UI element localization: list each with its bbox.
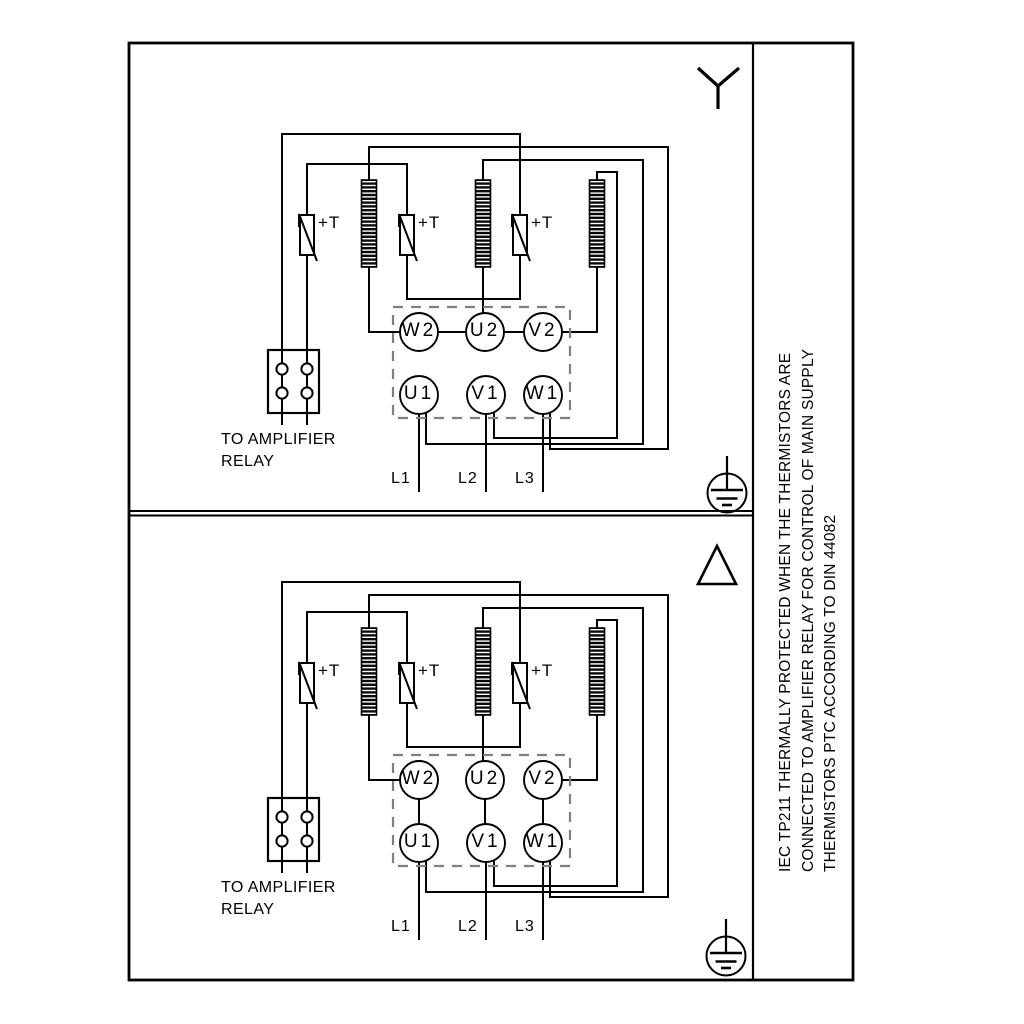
terminal-label-V1: V1 <box>471 831 501 853</box>
terminal-label-U1: U1 <box>403 831 435 853</box>
relay-caption-line2: RELAY <box>221 453 275 470</box>
side-note-line3: THERMISTORS PTC ACCORDING TO DIN 44082 <box>822 514 839 872</box>
side-note-line1: IEC TP211 THERMALLY PROTECTED WHEN THE THERMISTORS ARE <box>777 352 794 872</box>
thermistor-label: +T <box>531 661 554 680</box>
supply-label-L3: L3 <box>515 470 535 487</box>
terminal-label-U2: U2 <box>469 320 501 342</box>
side-note-line2: CONNECTED TO AMPLIFIER RELAY FOR CONTROL OF MAIN SUPPLY <box>799 348 817 872</box>
star-connection-icon <box>698 68 739 109</box>
terminal-label-U1: U1 <box>403 383 435 405</box>
relay-caption-line1: TO AMPLIFIER <box>221 431 336 448</box>
terminal-label-W2: W2 <box>401 768 437 790</box>
thermistor-label: +T <box>318 661 341 680</box>
supply-label-L2: L2 <box>458 470 478 487</box>
terminal-label-U2: U2 <box>469 768 501 790</box>
terminal-label-V2: V2 <box>528 320 558 342</box>
terminal-label-W1: W1 <box>525 383 561 405</box>
delta-bridge-links <box>419 799 543 824</box>
terminal-label-W2: W2 <box>401 320 437 342</box>
terminal-label-W1: W1 <box>525 831 561 853</box>
supply-label-L1: L1 <box>391 918 411 935</box>
terminal-label-V1: V1 <box>471 383 501 405</box>
supply-label-L2: L2 <box>458 918 478 935</box>
supply-label-L3: L3 <box>515 918 535 935</box>
thermistor-label: +T <box>418 661 441 680</box>
earth-icon-delta-panel <box>707 919 746 976</box>
supply-label-L1: L1 <box>391 470 411 487</box>
thermistor-label: +T <box>531 213 554 232</box>
earth-icon-star-panel <box>708 456 747 513</box>
delta-connection-icon <box>698 546 736 584</box>
thermistor-label: +T <box>418 213 441 232</box>
relay-caption-line2: RELAY <box>221 901 275 918</box>
side-note <box>775 348 843 872</box>
terminal-label-V2: V2 <box>528 768 558 790</box>
thermistor-label: +T <box>318 213 341 232</box>
relay-caption-line1: TO AMPLIFIER <box>221 879 336 896</box>
